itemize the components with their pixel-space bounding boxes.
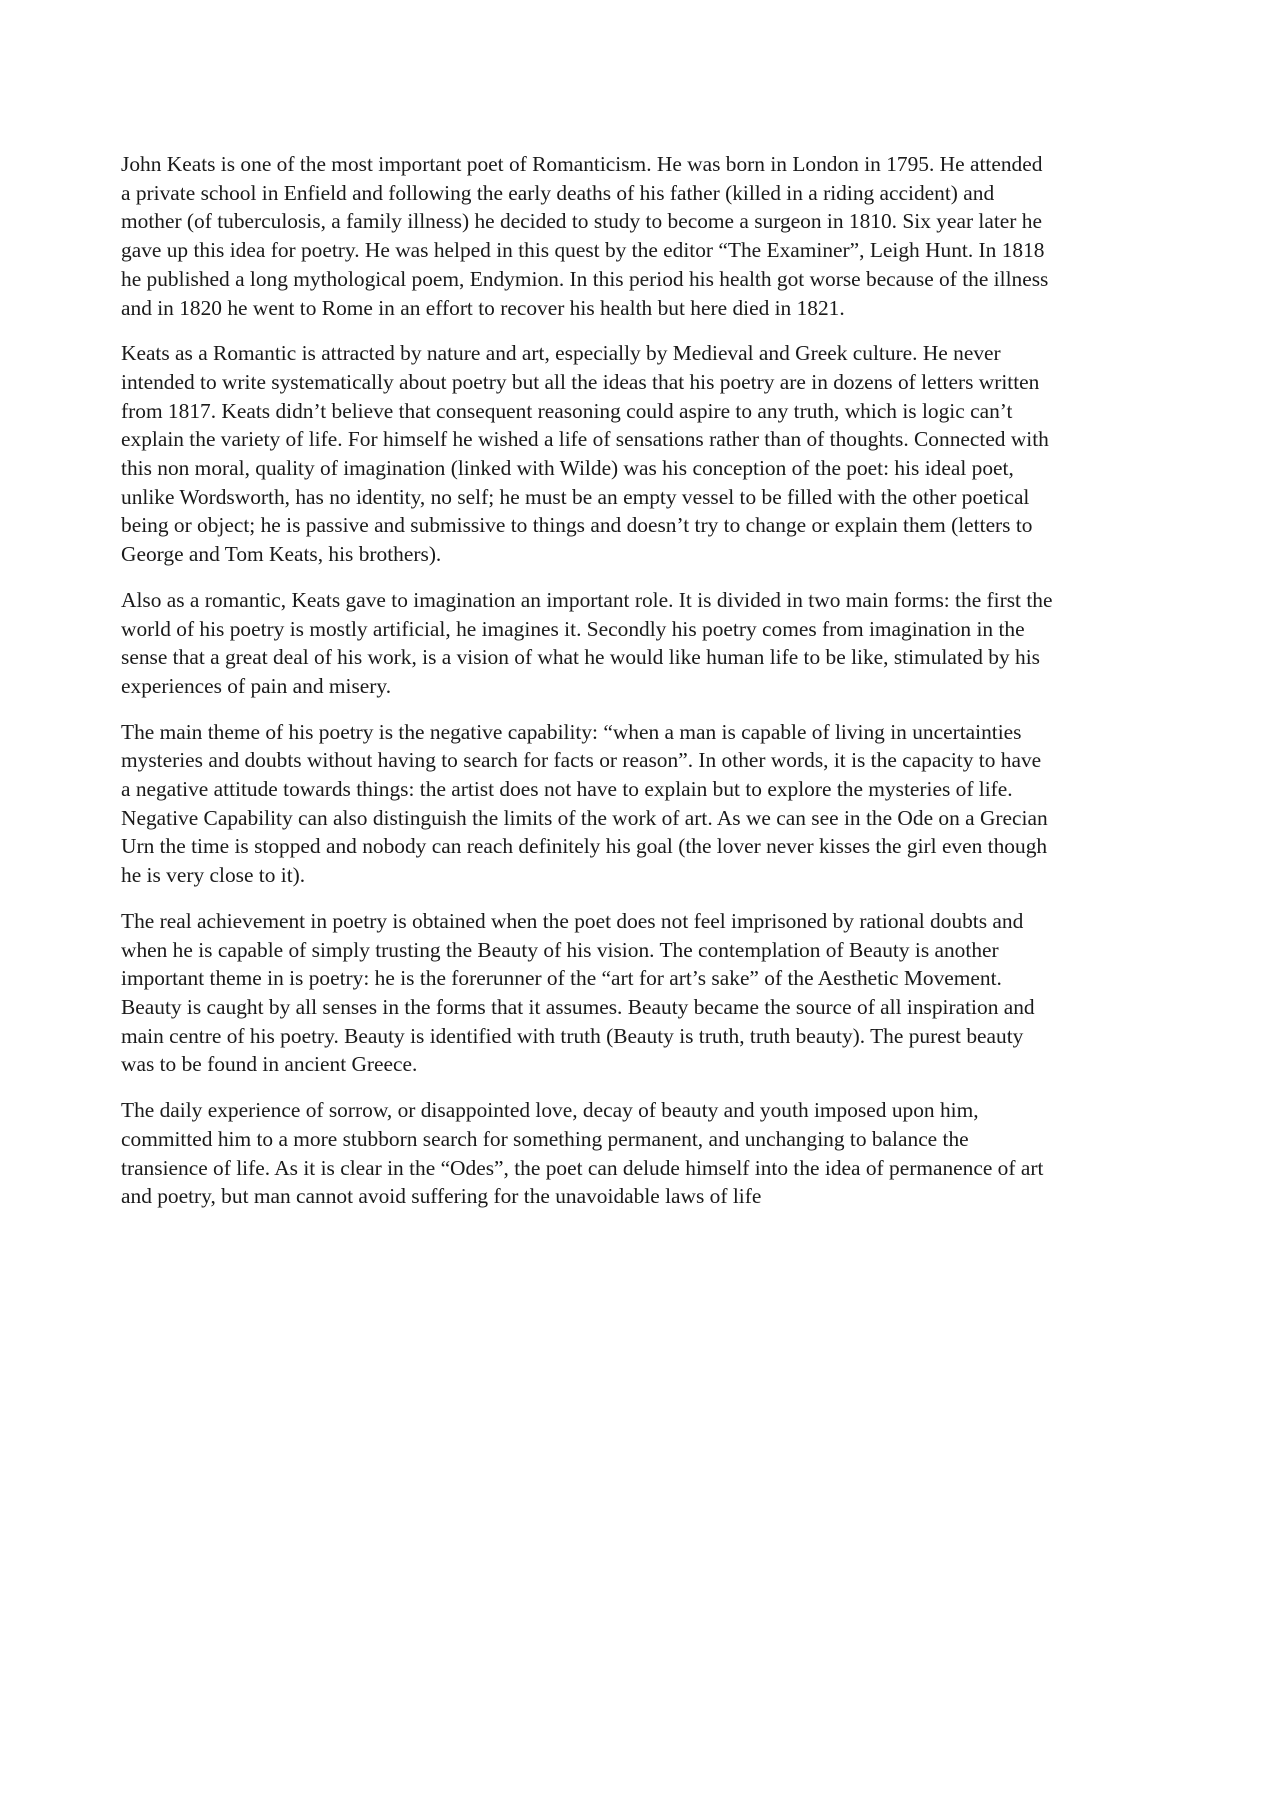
paragraph-keats-romantic: Keats as a Romantic is attracted by nature and art, especially by Medieval and Greek culture. He never intended to write systematically about poetry but all the ideas that his poetry are in dozens of letters written from 1817. Keats didn’t believe that consequent reasoning could aspire to any truth, which is logic can’t explain the variety of life. For himself he wished a life of sensations rather than of thoughts. Connected with this non moral, quality of imagination (linked with Wilde) was his conception of the poet: his ideal poet, unlike Wordsworth, has no identity, no self; he must be an empty vessel to be filled with the other poetical being or object; he is passive and submissive to things and doesn’t try to change or explain them (letters to George and Tom Keats, his brothers).: [121, 341, 1049, 567]
paragraph-negative-capability: The main theme of his poetry is the negative capability: “when a man is capable of living in uncertainties mysteries and doubts without having to search for facts or reason”. In other words, it is the capacity to have a negative attitude towards things: the artist does not have to explain but to explore the mysteries of life. Negative Capability can also distinguish the limits of the work of art. As we can see in the Ode on a Grecian Urn the time is stopped and nobody can reach definitely his goal (the lover never kisses the girl even though he is very close to it).: [121, 719, 1048, 888]
paragraph-permanence: The daily experience of sorrow, or disappointed love, decay of beauty and youth imposed upon him, committed him to a more stubborn search for something permanent, and unchanging to balance the transience of life. As it is clear in the “Odes”, the poet can delude himself into the idea of permanence of art and poetry, but man cannot avoid suffering for the unavoidable laws of life: [121, 1098, 1044, 1209]
paragraph-imagination: Also as a romantic, Keats gave to imagination an important role. It is divided in two main forms: the first the world of his poetry is mostly artificial, he imagines it. Secondly his poetry comes from imagination in the sense that a great deal of his work, is a vision of what he would like human life to be like, stimulated by his experiences of pain and misery.: [121, 587, 1053, 698]
paragraph-beauty: The real achievement in poetry is obtained when the poet does not feel imprisoned by rational doubts and when he is capable of simply trusting the Beauty of his vision. The contemplation of Beauty is another important theme in is poetry: he is the forerunner of the “art for art’s sake” of the Aesthetic Movement. Beauty is caught by all senses in the forms that it assumes. Beauty became the source of all inspiration and main centre of his poetry. Beauty is identified with truth (Beauty is truth, truth beauty). The purest beauty was to be found in ancient Greece.: [121, 908, 1035, 1077]
document-body: [121, 150, 1165, 1228]
paragraph-keats-biography: John Keats is one of the most important poet of Romanticism. He was born in London in 1795. He attended a private school in Enfield and following the early deaths of his father (killed in a riding accident) and mother (of tuberculosis, a family illness) he decided to study to become a surgeon in 1810. Six year later he gave up this idea for poetry. He was helped in this quest by the editor “The Examiner”, Leigh Hunt. In 1818 he published a long mythological poem, Endymion. In this period his health got worse because of the illness and in 1820 he went to Rome in an effort to recover his health but here died in 1821.: [121, 152, 1049, 320]
